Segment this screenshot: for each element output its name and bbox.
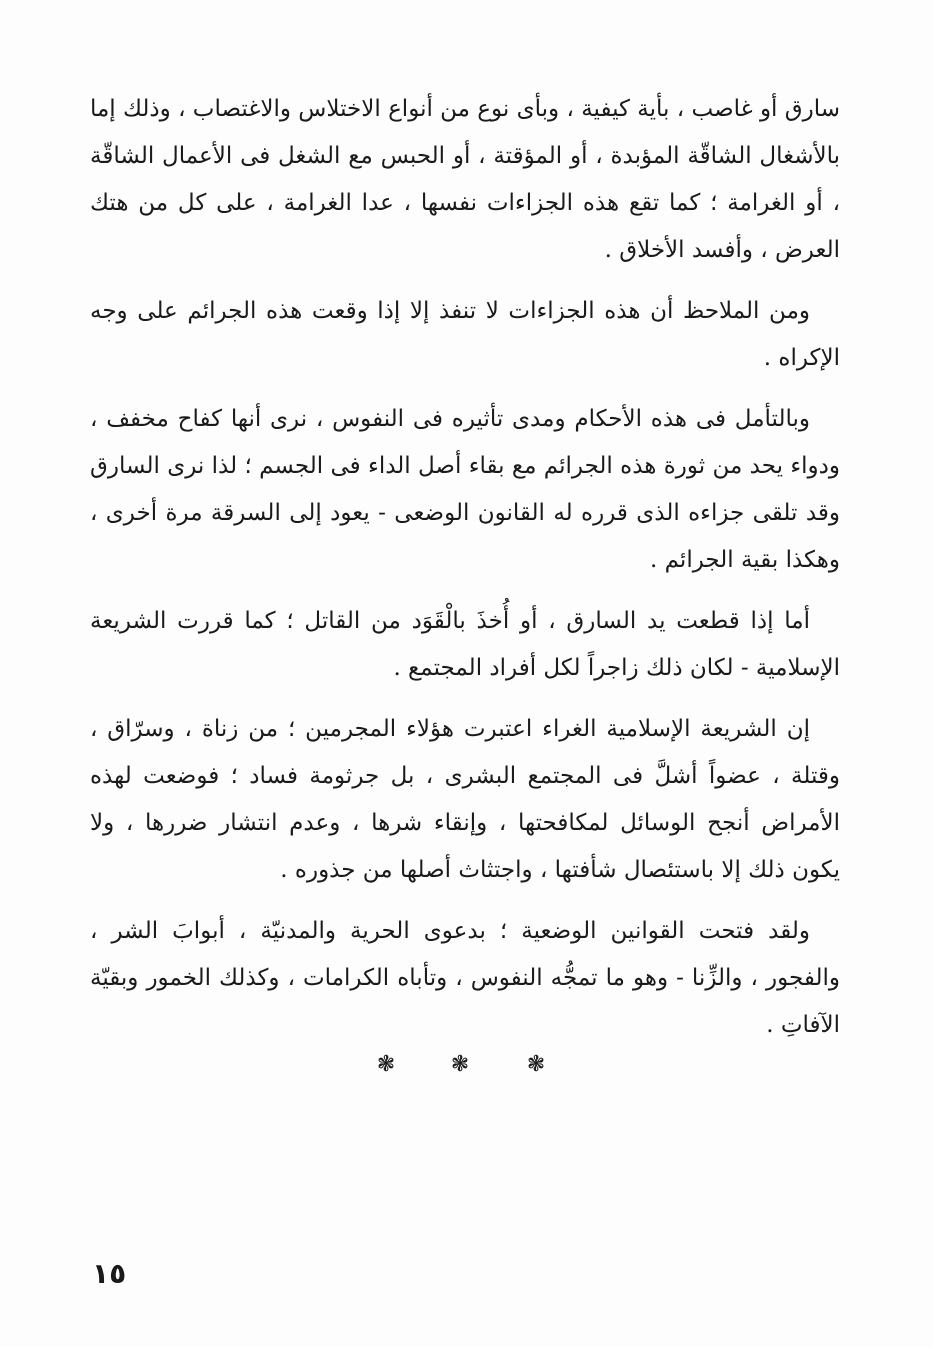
asterism-star-icon: ❃ — [376, 1052, 396, 1077]
paragraph-3: وبالتأمل فى هذه الأحكام ومدى تأثيره فى النفوس ، نرى أنها كفاح مخفف ، ودواء يحد من ثورة هذه الجرائم مع بقاء أصل الداء فى الجسم ؛ لذا نرى السارق وقد تلقى جزاءه الذى قرره له القانون الوضعى - يعود إلى السرقة مرة أخرى ، وهكذا بقية الجرائم . — [90, 406, 840, 573]
asterism-star-icon: ❃ — [450, 1052, 470, 1077]
asterism-star-icon: ❃ — [526, 1052, 546, 1077]
body-text — [90, 86, 840, 1063]
paragraph-2: ومن الملاحظ أن هذه الجزاءات لا تنفذ إلا إذا وقعت هذه الجرائم على وجه الإكراه . — [90, 298, 840, 371]
paragraph-1: سارق أو غاصب ، بأية كيفية ، وبأى نوع من أنواع الاختلاس والاغتصاب ، وذلك إما بالأشغال الشاقّة المؤبدة ، أو المؤقتة ، أو الحبس مع الشغل فى الأعمال الشاقّة ، أو الغرامة ؛ كما تقع هذه الجزاءات نفسها ، عدا الغرامة ، على كل من هتك العرض ، وأفسد الأخلاق . — [89, 96, 840, 263]
paragraph-5: إن الشريعة الإسلامية الغراء اعتبرت هؤلاء المجرمين ؛ من زناة ، وسرّاق ، وقتلة ، عضواً أشلَّ فى المجتمع البشرى ، بل جرثومة فساد ؛ فوضعت لهذه الأمراض أنجح الوسائل لمكافحتها ، وإنقاء شرها ، وعدم انتشار ضررها ، ولا يكون ذلك إلا باستئصال شأفتها ، واجتثاث أصلها من جذوره . — [90, 716, 840, 883]
paragraph-4: أما إذا قطعت يد السارق ، أو أُخذَ بالْقَوَد من القاتل ؛ كما قررت الشريعة الإسلامية - لكان ذلك زاجراً لكل أفراد المجتمع . — [90, 608, 840, 681]
paragraph-6: ولقد فتحت القوانين الوضعية ؛ بدعوى الحرية والمدنيّة ، أبوابَ الشر ، والفجور ، والزِّنا - وهو ما تمجُّه النفوس ، وتأباه الكرامات ، وكذلك الخمور وبقيّة الآفاتِ . — [90, 918, 840, 1038]
page-number: ١٥ — [92, 1257, 127, 1290]
section-separator — [0, 1052, 933, 1082]
